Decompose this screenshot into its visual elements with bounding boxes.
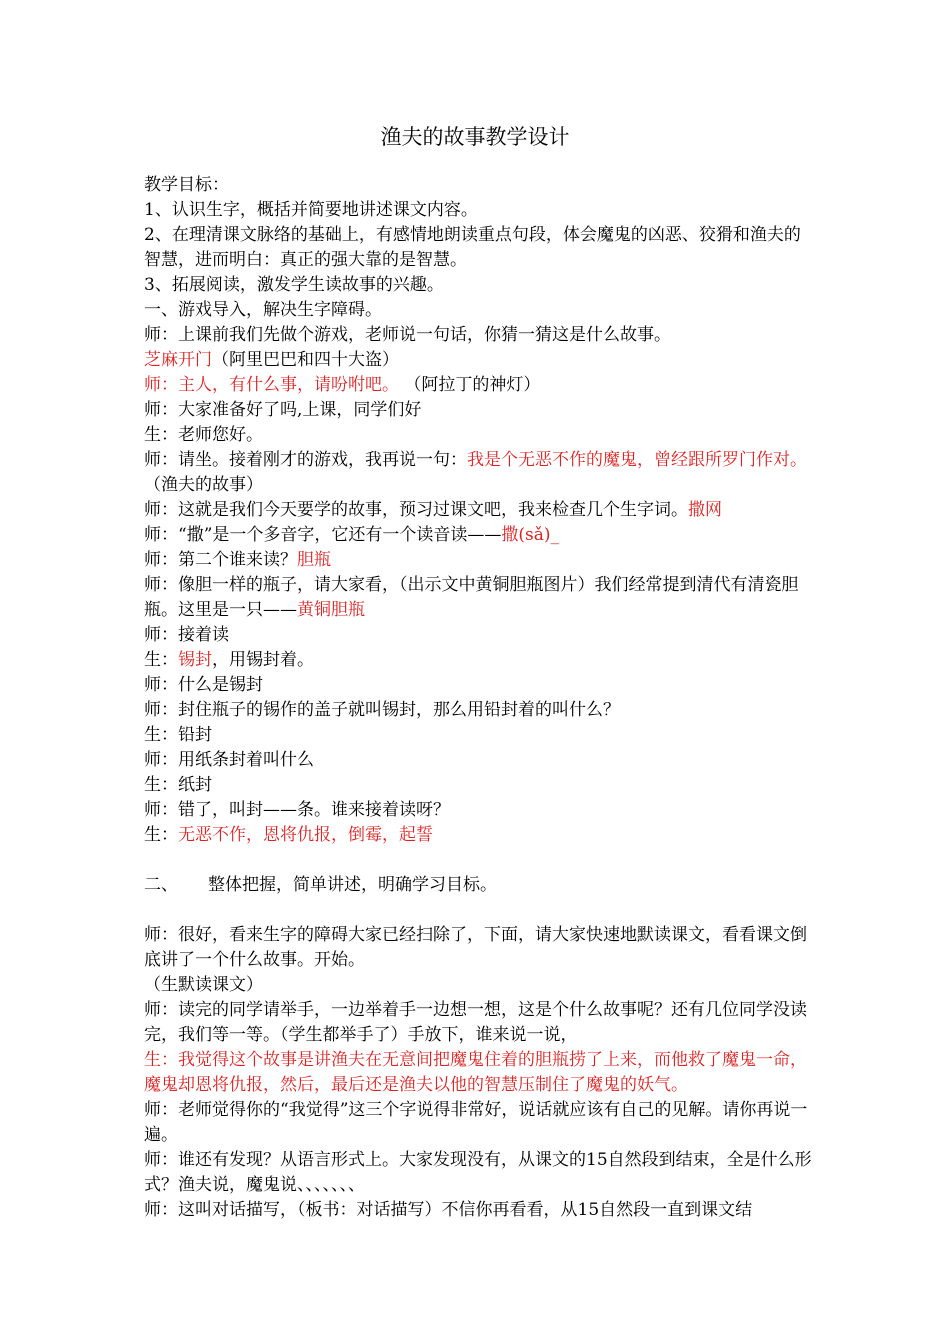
highlight-text: 胆瓶 xyxy=(297,550,331,570)
dialogue-line: 师：封住瓶子的锡作的盖子就叫锡封，那么用铅封着的叫什么？ xyxy=(144,700,620,720)
highlight-text: 无恶不作，恩将仇报，倒霉，起誓 xyxy=(178,825,433,845)
highlight-text: 我是个无恶不作的魔鬼，曾经跟所罗门作对。 xyxy=(467,450,807,470)
highlight-text: 芝麻开门 xyxy=(144,350,212,370)
dialogue-line xyxy=(144,373,814,398)
dialogue-line: 师：很好，看来生字的障碍大家已经扫除了，下面，请大家快速地默读课文，看看课文倒底讲了一个什么故事。开始。 xyxy=(144,925,807,970)
dialogue-line: 师：老师觉得你的“我觉得”这三个字说得非常好，说话就应该有自己的见解。请你再说一遍。 xyxy=(144,1100,808,1145)
dialogue-line: 师：错了，叫封——条。谁来接着读呀？ xyxy=(144,800,450,820)
dialogue-line: 师：这叫对话描写，（板书：对话描写）不信你再看看，从15自然段一直到课文结 xyxy=(144,1200,753,1220)
dialogue-line xyxy=(144,548,814,573)
section-2-heading xyxy=(144,873,814,898)
line-text: （阿拉丁的神灯） xyxy=(399,375,541,395)
goal-3: 3、拓展阅读，激发学生读故事的兴趣。 xyxy=(144,275,444,295)
line-text: 师：这就是我们今天要学的故事，预习过课文吧，我来检查几个生字词。 xyxy=(144,500,688,520)
line-text: 师：像胆一样的瓶子，请大家看，（出示文中黄铜胆瓶图片）我们经常提到清代有清瓷胆瓶。这里是一只—— xyxy=(144,575,799,620)
dialogue-line: 师：读完的同学请举手，一边举着手一边想一想，这是个什么故事呢？还有几位同学没读完，我们等一等。（学生都举手了）手放下，谁来说一说， xyxy=(144,1000,807,1045)
blank-line xyxy=(144,898,814,923)
line-text: 师：第二个谁来读？ xyxy=(144,550,297,570)
dialogue-line xyxy=(144,648,814,673)
dialogue-line xyxy=(144,448,814,498)
dialogue-line: 师：上课前我们先做个游戏，老师说一句话，你猜一猜这是什么故事。 xyxy=(144,325,671,345)
dialogue-line xyxy=(144,823,814,848)
document-body xyxy=(144,173,814,1223)
student-answer: 生：我觉得这个故事是讲渔夫在无意间把魔鬼住着的胆瓶捞了上来，而他救了魔鬼一命，魔鬼却恩将仇报，然后，最后还是渔夫以他的智慧压制住了魔鬼的妖气。 xyxy=(144,1050,807,1095)
page-title: 渔夫的故事教学设计 xyxy=(380,125,570,149)
highlight-text: 师：主人，有什么事，请吩咐吧。 xyxy=(144,375,399,395)
line-text: 生： xyxy=(144,825,178,845)
highlight-text: 撒(sǎ)_ xyxy=(501,525,560,545)
line-text: 师：请坐。接着刚才的游戏，我再说一句： xyxy=(144,450,467,470)
goal-1: 1、认识生字，概括并简要地讲述课文内容。 xyxy=(144,200,478,220)
dialogue-line: 师：用纸条封着叫什么 xyxy=(144,750,314,770)
dialogue-line: 生：纸封 xyxy=(144,775,212,795)
highlight-text: 锡封 xyxy=(178,650,212,670)
section-number: 二、 xyxy=(144,875,178,895)
goals-header: 教学目标： xyxy=(144,175,229,195)
line-text: （阿里巴巴和四十大盗） xyxy=(212,350,399,370)
line-text: 生： xyxy=(144,650,178,670)
line-text: 师：“撒”是一个多音字，它还有一个读音读—— xyxy=(144,525,502,545)
highlight-text: 撒网 xyxy=(688,500,722,520)
line-text: （渔夫的故事） xyxy=(144,475,263,495)
dialogue-line: 生：铅封 xyxy=(144,725,212,745)
dialogue-line xyxy=(144,348,814,373)
section-title: 整体把握，简单讲述，明确学习目标。 xyxy=(208,875,497,895)
dialogue-line xyxy=(144,498,814,523)
dialogue-line: 师：谁还有发现？从语言形式上。大家发现没有，从课文的15自然段到结束，全是什么形式？渔夫说，魔鬼说、、、、、、、 xyxy=(144,1150,812,1195)
dialogue-line xyxy=(144,523,814,548)
goal-2: 2、在理清课文脉络的基础上，有感情地朗读重点句段，体会魔鬼的凶恶、狡猾和渔夫的智慧，进而明白：真正的强大靠的是智慧。 xyxy=(144,225,801,270)
highlight-text: 黄铜胆瓶 xyxy=(297,600,365,620)
dialogue-line: 师：接着读 xyxy=(144,625,229,645)
blank-line xyxy=(144,848,814,873)
dialogue-line: 师：什么是锡封 xyxy=(144,675,263,695)
dialogue-line: 师：大家准备好了吗,上课，同学们好 xyxy=(144,400,422,420)
line-text: ，用锡封着。 xyxy=(212,650,314,670)
section-1-heading: 一、游戏导入，解决生字障碍。 xyxy=(144,300,382,320)
dialogue-line: 生：老师您好。 xyxy=(144,425,263,445)
dialogue-line xyxy=(144,573,814,623)
dialogue-line: （生默读课文） xyxy=(144,975,263,995)
